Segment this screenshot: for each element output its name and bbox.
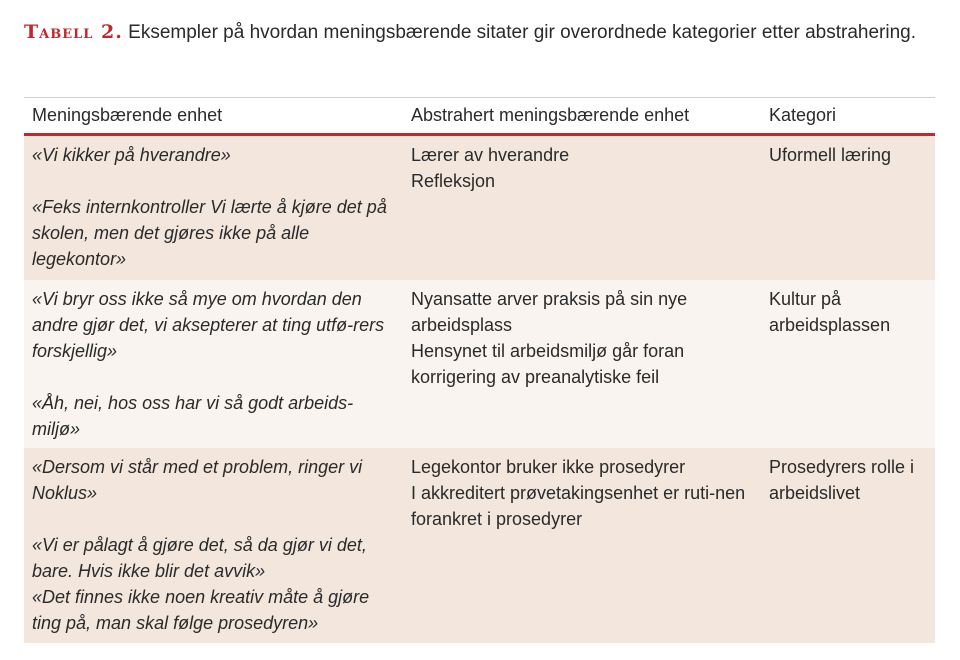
abstracted-item: I akkreditert prøvetakingsenhet er ruti-nen forankret i prosedyrer <box>411 483 746 529</box>
quote: «Vi kikker på hverandre» <box>32 145 231 165</box>
cell-quotes <box>24 142 403 280</box>
quote: «Feks internkontroller Vi lærte å kjøre det på skolen, men det gjøres ikke på alle legekontor» <box>32 197 387 269</box>
quote: «Dersom vi står med et problem, ringer vi Noklus» <box>32 457 363 503</box>
quote: «Vi bryr oss ikke så mye om hvordan den andre gjør det, vi aksepterer at ting utfø-rers forskjellig» <box>32 289 385 361</box>
cell-quotes <box>24 454 403 643</box>
quote: «Det finnes ikke noen kreativ måte å gjøre ting på, man skal følge prosedyren» <box>32 587 370 633</box>
abstracted-item: Nyansatte arver praksis på sin nye arbeidsplass <box>411 289 688 335</box>
table-row <box>24 136 935 280</box>
caption-label: Tabell 2. <box>24 21 123 43</box>
cell-category: Uformell læring <box>769 145 892 165</box>
table-row <box>24 280 935 448</box>
table-caption <box>24 16 924 49</box>
abstracted-item: Hensynet til arbeidsmiljø går foran korrigering av preanalytiske feil <box>411 341 685 387</box>
cell-abstracted <box>403 286 761 448</box>
cell-category: Prosedyrers rolle i arbeidslivet <box>769 457 915 503</box>
cell-category: Kultur på arbeidsplassen <box>769 289 891 335</box>
header-meaning-unit: Meningsbærende enhet <box>32 105 223 125</box>
table-row <box>24 448 935 643</box>
abstracted-item: Legekontor bruker ikke prosedyrer <box>411 457 686 477</box>
header-abstracted-unit: Abstrahert meningsbærende enhet <box>411 105 690 125</box>
abstracted-item: Refleksjon <box>411 171 496 191</box>
quote: «Åh, nei, hos oss har vi så godt arbeids-miljø» <box>32 393 354 439</box>
caption-text: Eksempler på hvordan meningsbærende sitater gir overordnede kategorier etter abstrahering. <box>128 22 917 43</box>
header-category: Kategori <box>769 105 837 125</box>
cell-quotes <box>24 286 403 448</box>
table-header <box>24 98 935 136</box>
abstracted-item: Lærer av hverandre <box>411 145 570 165</box>
quote: «Vi er pålagt å gjøre det, så da gjør vi det, bare. Hvis ikke blir det avvik» <box>32 535 367 581</box>
cell-abstracted <box>403 454 761 643</box>
cell-abstracted <box>403 142 761 280</box>
data-table <box>24 97 935 643</box>
